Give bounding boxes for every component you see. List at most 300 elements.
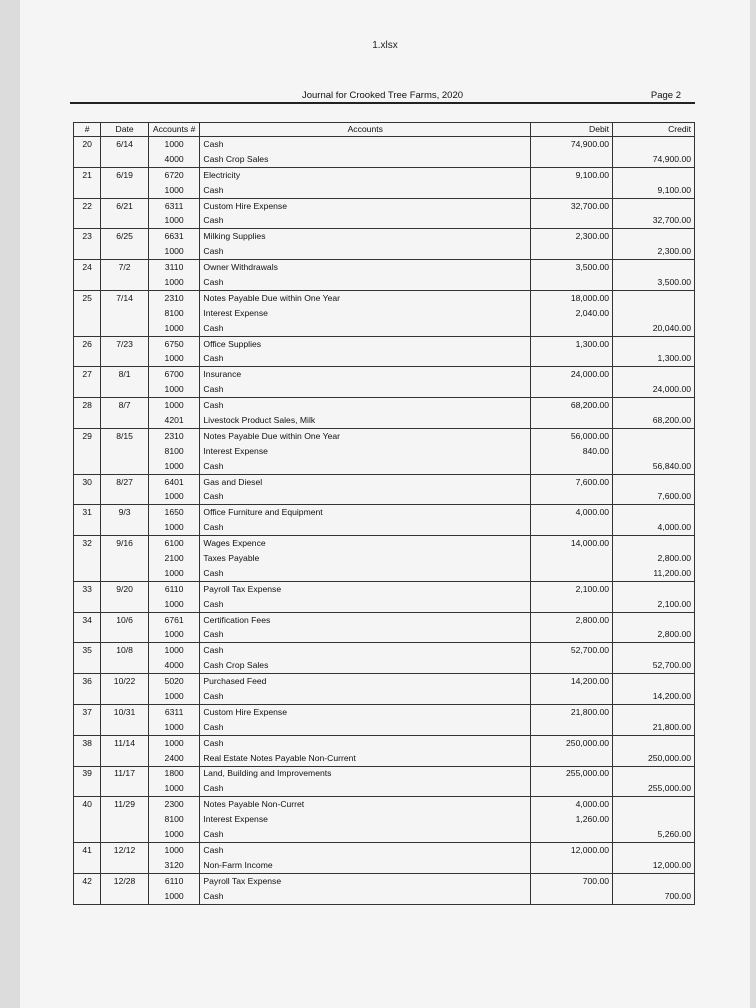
credit-amount [613,704,695,719]
debit-amount: 2,040.00 [531,306,613,321]
account-name: Cash [200,827,531,842]
entry-date [101,382,149,397]
journal-row [74,382,695,397]
entry-date [101,321,149,336]
entry-number [74,351,101,366]
credit-amount [613,612,695,627]
journal-row [74,858,695,873]
account-number: 6700 [148,367,200,382]
credit-amount [613,167,695,182]
account-name: Cash [200,628,531,643]
entry-date: 9/16 [101,536,149,551]
journal-row [74,827,695,842]
entry-number [74,597,101,612]
credit-amount [613,812,695,827]
credit-amount: 250,000.00 [613,751,695,766]
account-name: Cash [200,689,531,704]
credit-amount [613,290,695,305]
account-name: Insurance [200,367,531,382]
credit-amount [613,766,695,781]
entry-number [74,689,101,704]
entry-date: 10/31 [101,704,149,719]
account-name: Custom Hire Expense [200,198,531,213]
account-number: 6631 [148,229,200,244]
account-name: Purchased Feed [200,674,531,689]
entry-number [74,858,101,873]
debit-amount: 32,700.00 [531,198,613,213]
entry-number: 37 [74,704,101,719]
entry-number [74,152,101,167]
debit-amount [531,275,613,290]
col-header-credit: Credit [613,123,695,137]
account-number: 1000 [148,244,200,259]
account-name: Cash [200,597,531,612]
col-header-accounts: Accounts [200,123,531,137]
journal-title: Journal for Crooked Tree Farms, 2020 [301,90,464,101]
debit-amount [531,152,613,167]
account-name: Interest Expense [200,306,531,321]
account-number: 6100 [148,536,200,551]
account-name: Cash [200,889,531,904]
entry-date [101,351,149,366]
journal-row [74,459,695,474]
credit-amount [613,336,695,351]
account-number: 1000 [148,398,200,413]
entry-date [101,858,149,873]
entry-number: 28 [74,398,101,413]
account-number: 3110 [148,260,200,275]
debit-amount: 2,300.00 [531,229,613,244]
journal-row [74,137,695,152]
credit-amount: 2,300.00 [613,244,695,259]
entry-number: 41 [74,842,101,857]
credit-amount: 74,900.00 [613,152,695,167]
entry-number [74,489,101,504]
account-number: 1000 [148,689,200,704]
entry-number [74,751,101,766]
entry-date: 10/22 [101,674,149,689]
account-number: 1000 [148,137,200,152]
debit-amount [531,213,613,228]
entry-number [74,628,101,643]
journal-row [74,751,695,766]
journal-row [74,213,695,228]
debit-amount [531,628,613,643]
entry-date: 6/14 [101,137,149,152]
journal-body [74,137,695,905]
entry-number [74,827,101,842]
account-number: 6761 [148,612,200,627]
credit-amount: 21,800.00 [613,720,695,735]
entry-date [101,183,149,198]
entry-date: 6/25 [101,229,149,244]
account-name: Cash [200,459,531,474]
account-name: Cash [200,382,531,397]
credit-amount [613,842,695,857]
account-number: 1650 [148,505,200,520]
account-number: 6311 [148,198,200,213]
credit-amount [613,797,695,812]
account-number: 1000 [148,720,200,735]
entry-date [101,751,149,766]
credit-amount [613,137,695,152]
entry-date: 8/7 [101,398,149,413]
account-name: Notes Payable Due within One Year [200,428,531,443]
debit-amount: 2,800.00 [531,612,613,627]
journal-row [74,244,695,259]
journal-row [74,658,695,673]
account-number: 1000 [148,321,200,336]
account-name: Payroll Tax Expense [200,581,531,596]
debit-amount [531,551,613,566]
account-number: 1000 [148,520,200,535]
entry-number [74,382,101,397]
entry-number [74,812,101,827]
entry-date [101,244,149,259]
entry-number [74,566,101,581]
entry-date [101,597,149,612]
debit-amount [531,489,613,504]
entry-number: 30 [74,474,101,489]
entry-number [74,551,101,566]
account-number: 1000 [148,351,200,366]
debit-amount [531,321,613,336]
account-number: 2300 [148,797,200,812]
account-name: Cash [200,489,531,504]
debit-amount: 7,600.00 [531,474,613,489]
journal-row [74,444,695,459]
journal-row [74,167,695,182]
credit-amount: 255,000.00 [613,781,695,796]
account-name: Land, Building and Improvements [200,766,531,781]
account-name: Certification Fees [200,612,531,627]
debit-amount: 14,000.00 [531,536,613,551]
debit-amount: 14,200.00 [531,674,613,689]
journal-row [74,229,695,244]
credit-amount: 4,000.00 [613,520,695,535]
journal-row [74,321,695,336]
entry-number [74,244,101,259]
entry-number: 24 [74,260,101,275]
entry-date [101,306,149,321]
entry-date: 11/29 [101,797,149,812]
debit-amount [531,751,613,766]
debit-amount: 56,000.00 [531,428,613,443]
debit-amount [531,459,613,474]
journal-row [74,597,695,612]
credit-amount: 11,200.00 [613,566,695,581]
account-name: Gas and Diesel [200,474,531,489]
entry-date: 7/14 [101,290,149,305]
debit-amount: 1,260.00 [531,812,613,827]
account-number: 1000 [148,459,200,474]
credit-amount [613,643,695,658]
entry-date: 7/2 [101,260,149,275]
entry-number: 36 [74,674,101,689]
entry-date: 7/23 [101,336,149,351]
account-name: Interest Expense [200,812,531,827]
credit-amount: 12,000.00 [613,858,695,873]
credit-amount [613,198,695,213]
journal-row [74,689,695,704]
account-number: 1000 [148,643,200,658]
credit-amount [613,505,695,520]
entry-date [101,275,149,290]
credit-amount: 9,100.00 [613,183,695,198]
entry-date [101,812,149,827]
account-number: 1000 [148,735,200,750]
entry-date [101,781,149,796]
entry-date: 9/3 [101,505,149,520]
credit-amount [613,444,695,459]
debit-amount [531,520,613,535]
entry-date [101,444,149,459]
entry-date: 8/1 [101,367,149,382]
credit-amount: 3,500.00 [613,275,695,290]
account-number: 6401 [148,474,200,489]
journal-row [74,735,695,750]
debit-amount [531,244,613,259]
journal-row [74,551,695,566]
credit-amount [613,306,695,321]
account-name: Cash [200,213,531,228]
account-number: 6311 [148,704,200,719]
credit-amount: 32,700.00 [613,213,695,228]
journal-row [74,566,695,581]
account-name: Cash [200,244,531,259]
entry-date: 8/15 [101,428,149,443]
col-header-debit: Debit [531,123,613,137]
entry-number: 34 [74,612,101,627]
debit-amount [531,781,613,796]
journal-row [74,275,695,290]
entry-number [74,658,101,673]
account-name: Electricity [200,167,531,182]
account-number: 1000 [148,213,200,228]
journal-row [74,674,695,689]
col-header-date: Date [101,123,149,137]
journal-row [74,842,695,857]
entry-number: 29 [74,428,101,443]
account-name: Cash [200,137,531,152]
entry-date [101,213,149,228]
entry-date [101,720,149,735]
account-name: Cash [200,781,531,796]
credit-amount [613,674,695,689]
credit-amount: 68,200.00 [613,413,695,428]
entry-date [101,628,149,643]
account-name: Cash [200,720,531,735]
entry-number: 40 [74,797,101,812]
account-number: 8100 [148,812,200,827]
entry-number: 32 [74,536,101,551]
entry-date [101,551,149,566]
account-name: Notes Payable Due within One Year [200,290,531,305]
account-number: 1000 [148,566,200,581]
account-number: 1000 [148,597,200,612]
entry-number [74,321,101,336]
account-number: 1000 [148,781,200,796]
entry-number [74,213,101,228]
account-number: 1000 [148,628,200,643]
credit-amount [613,873,695,888]
account-number: 6110 [148,873,200,888]
entry-number [74,183,101,198]
page-header [70,88,695,104]
entry-date [101,413,149,428]
col-header-num: # [74,123,101,137]
credit-amount [613,428,695,443]
account-number: 1000 [148,842,200,857]
credit-amount: 2,100.00 [613,597,695,612]
entry-date [101,152,149,167]
debit-amount: 255,000.00 [531,766,613,781]
entry-date: 6/21 [101,198,149,213]
account-number: 1000 [148,489,200,504]
debit-amount: 9,100.00 [531,167,613,182]
entry-number [74,275,101,290]
debit-amount: 4,000.00 [531,505,613,520]
entry-date [101,566,149,581]
entry-number: 42 [74,873,101,888]
journal-row [74,628,695,643]
entry-number [74,413,101,428]
account-name: Notes Payable Non-Curret [200,797,531,812]
entry-number: 20 [74,137,101,152]
entry-date: 11/14 [101,735,149,750]
account-number: 3120 [148,858,200,873]
account-number: 6110 [148,581,200,596]
entry-number: 21 [74,167,101,182]
journal-row [74,152,695,167]
debit-amount [531,183,613,198]
journal-row [74,766,695,781]
debit-amount [531,597,613,612]
account-number: 1000 [148,275,200,290]
debit-amount: 4,000.00 [531,797,613,812]
account-number: 6750 [148,336,200,351]
journal-row [74,398,695,413]
account-number: 1000 [148,382,200,397]
debit-amount [531,413,613,428]
account-name: Cash [200,566,531,581]
journal-row [74,643,695,658]
credit-amount: 2,800.00 [613,628,695,643]
debit-amount [531,382,613,397]
debit-amount: 24,000.00 [531,367,613,382]
journal-row [74,428,695,443]
entry-number: 35 [74,643,101,658]
debit-amount [531,858,613,873]
entry-date: 10/8 [101,643,149,658]
account-name: Cash [200,321,531,336]
journal-row [74,720,695,735]
journal-row [74,536,695,551]
debit-amount: 250,000.00 [531,735,613,750]
credit-amount [613,367,695,382]
entry-number: 23 [74,229,101,244]
account-name: Cash [200,351,531,366]
journal-row [74,290,695,305]
entry-number [74,889,101,904]
account-number: 4000 [148,658,200,673]
journal-row [74,812,695,827]
debit-amount [531,351,613,366]
account-name: Real Estate Notes Payable Non-Current [200,751,531,766]
journal-row [74,889,695,904]
account-number: 6720 [148,167,200,182]
account-name: Taxes Payable [200,551,531,566]
account-name: Interest Expense [200,444,531,459]
credit-amount [613,536,695,551]
debit-amount: 18,000.00 [531,290,613,305]
debit-amount: 2,100.00 [531,581,613,596]
credit-amount [613,581,695,596]
entry-number [74,459,101,474]
journal-row [74,520,695,535]
credit-amount: 2,800.00 [613,551,695,566]
credit-amount: 1,300.00 [613,351,695,366]
entry-date [101,689,149,704]
account-number: 4201 [148,413,200,428]
journal-row [74,581,695,596]
debit-amount: 68,200.00 [531,398,613,413]
account-number: 2400 [148,751,200,766]
entry-number: 22 [74,198,101,213]
debit-amount: 3,500.00 [531,260,613,275]
entry-number [74,520,101,535]
entry-date: 8/27 [101,474,149,489]
credit-amount: 5,260.00 [613,827,695,842]
account-number: 2100 [148,551,200,566]
account-name: Owner Withdrawals [200,260,531,275]
entry-number: 31 [74,505,101,520]
account-number: 1000 [148,889,200,904]
entry-number [74,781,101,796]
credit-amount: 7,600.00 [613,489,695,504]
credit-amount: 20,040.00 [613,321,695,336]
credit-amount [613,398,695,413]
account-name: Milking Supplies [200,229,531,244]
account-number: 5020 [148,674,200,689]
entry-date [101,520,149,535]
debit-amount: 840.00 [531,444,613,459]
account-number: 1800 [148,766,200,781]
debit-amount [531,720,613,735]
debit-amount [531,566,613,581]
entry-number: 38 [74,735,101,750]
account-name: Cash [200,275,531,290]
journal-row [74,413,695,428]
journal-row [74,183,695,198]
entry-number: 25 [74,290,101,305]
account-name: Cash [200,398,531,413]
debit-amount: 21,800.00 [531,704,613,719]
journal-row [74,704,695,719]
account-number: 4000 [148,152,200,167]
account-number: 8100 [148,306,200,321]
account-name: Cash [200,735,531,750]
table-header-row [74,123,695,137]
entry-date [101,489,149,504]
entry-date: 6/19 [101,167,149,182]
account-name: Custom Hire Expense [200,704,531,719]
journal-row [74,797,695,812]
printed-page [20,0,750,1008]
debit-amount: 74,900.00 [531,137,613,152]
credit-amount [613,260,695,275]
file-name: 1.xlsx [372,40,398,51]
